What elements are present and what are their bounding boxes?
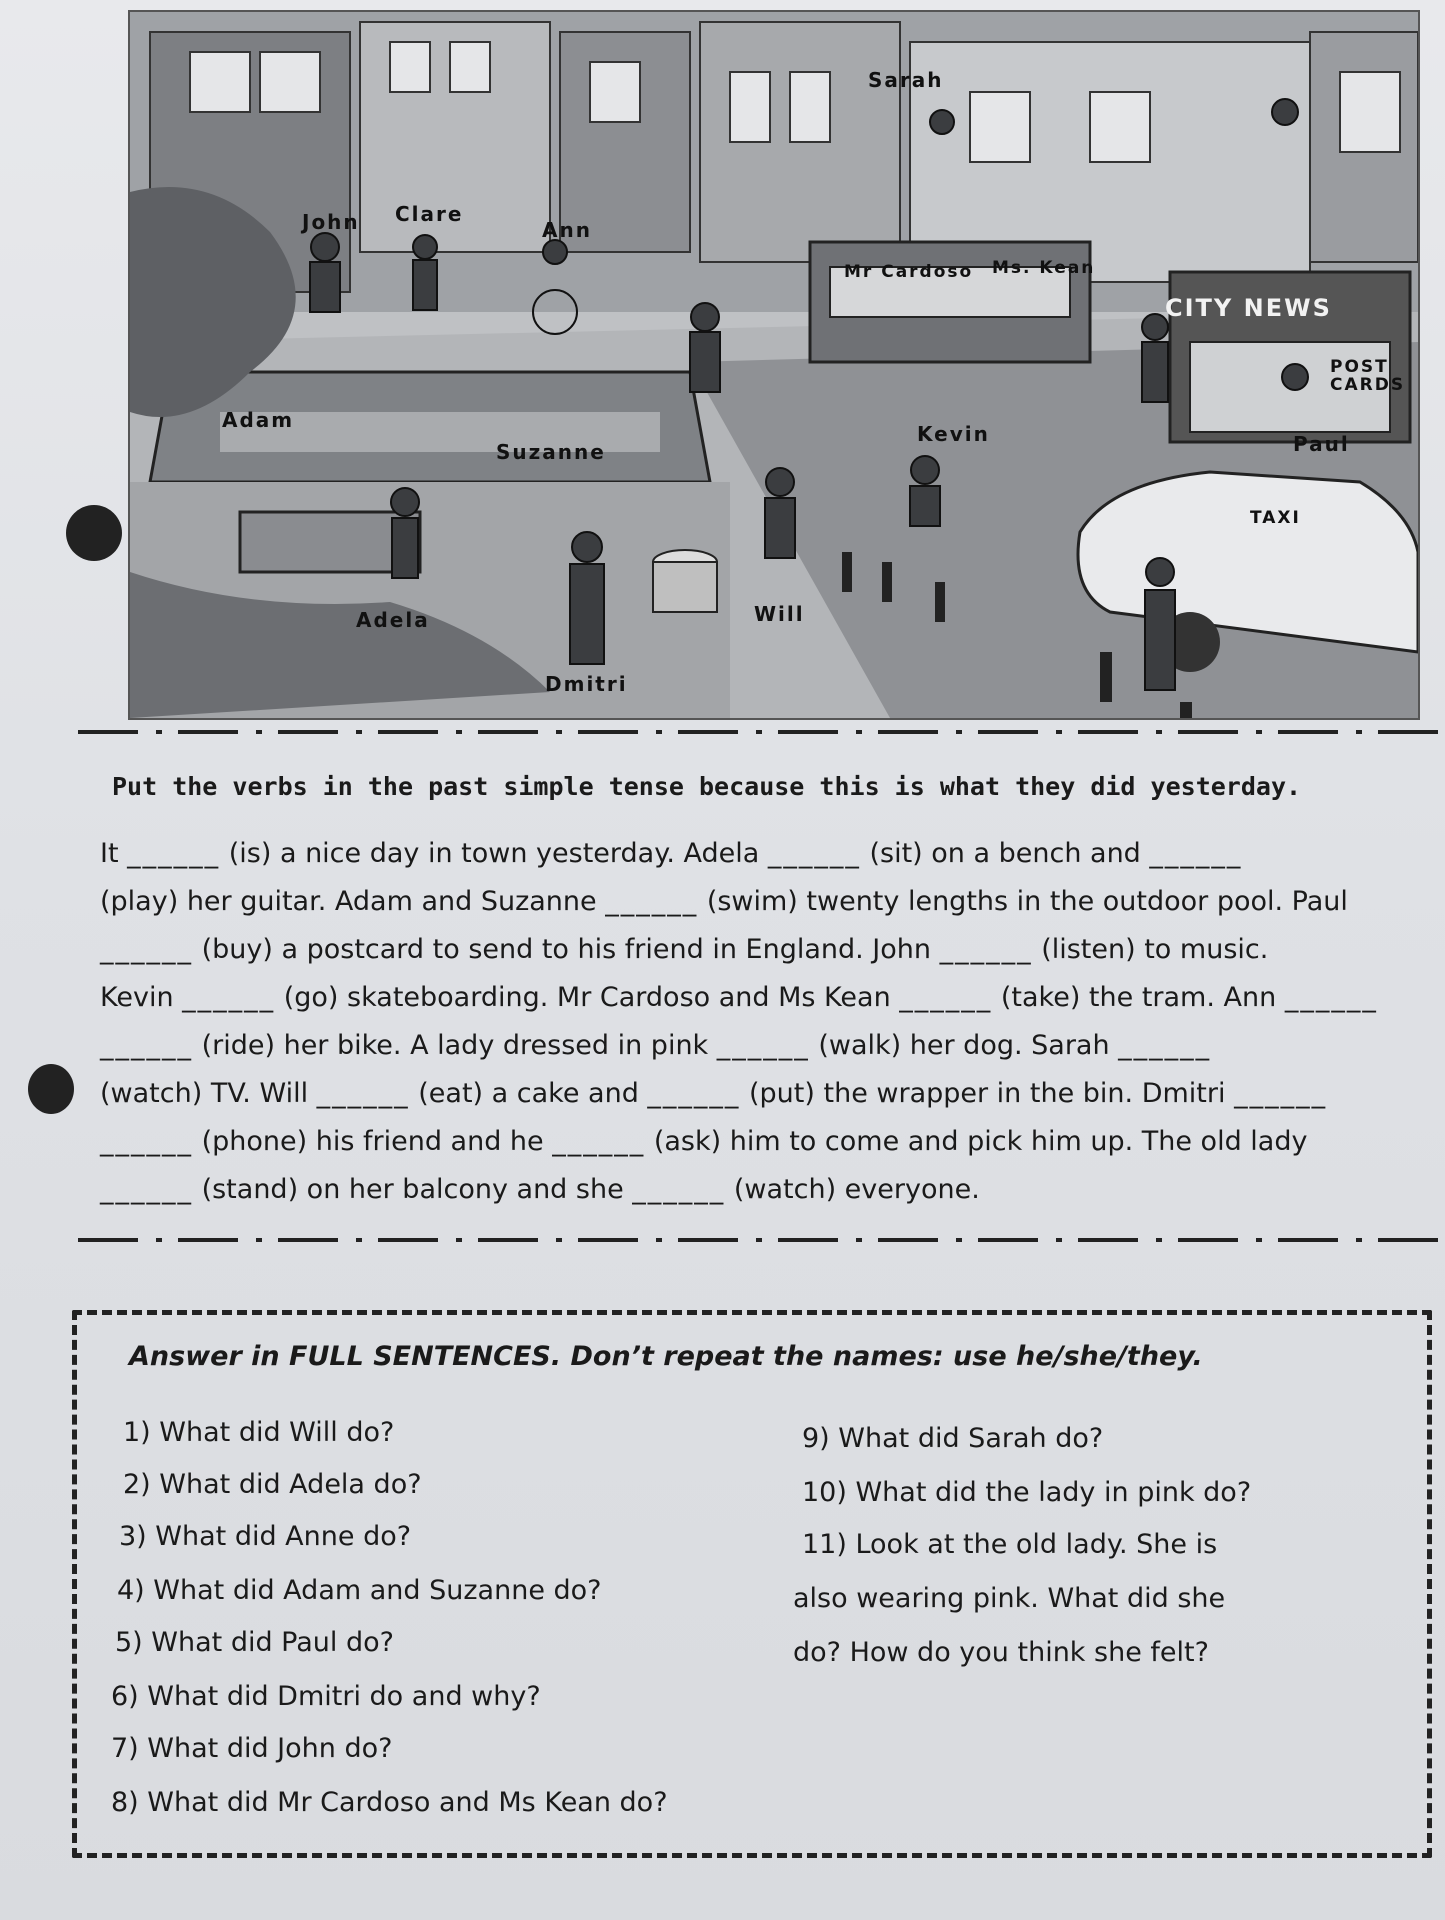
question-right-11a: 11) Look at the old lady. She is <box>802 1529 1218 1560</box>
question-right-11c: do? How do you think she felt? <box>793 1637 1209 1668</box>
town-illustration <box>128 10 1420 720</box>
sentence-line-5 <box>100 1030 1211 1061</box>
text: It <box>100 838 128 869</box>
label-paul: Paul <box>1293 432 1350 456</box>
question-left-2: 2) What did Adela do? <box>123 1469 422 1500</box>
text: (ride) her bike. A lady dressed in pink <box>193 1030 717 1061</box>
question-left-6: 6) What did Dmitri do and why? <box>111 1681 541 1712</box>
text: (watch) TV. Will <box>100 1078 317 1109</box>
sentence-line-1 <box>100 838 1242 869</box>
label-dmitri: Dmitri <box>545 672 628 696</box>
sentence-line-7 <box>100 1126 1307 1157</box>
answer-blank[interactable]: ______ <box>100 1174 193 1205</box>
punch-hole-bottom <box>28 1064 74 1114</box>
answer-blank[interactable]: ______ <box>127 838 221 869</box>
label-sarah: Sarah <box>868 68 944 92</box>
question-right-11b: also wearing pink. What did she <box>793 1583 1226 1614</box>
label-cardoso: Mr Cardoso <box>844 262 974 282</box>
answer-blank[interactable]: ______ <box>552 1126 646 1157</box>
answer-blank[interactable]: ______ <box>1284 982 1378 1013</box>
sentence-line-2 <box>100 886 1348 917</box>
label-kean: Ms. Kean <box>992 258 1096 278</box>
sentence-line-8 <box>100 1174 980 1205</box>
label-taxi: TAXI <box>1250 508 1301 528</box>
sentence-line-6 <box>100 1078 1327 1109</box>
label-ann: Ann <box>542 218 592 242</box>
label-clare: Clare <box>395 202 464 226</box>
answer-blank[interactable]: ______ <box>316 1078 410 1109</box>
question-left-3: 3) What did Anne do? <box>119 1521 412 1552</box>
label-john: John <box>302 210 360 234</box>
text: (walk) her dog. Sarah <box>809 1030 1119 1061</box>
label-will: Will <box>754 602 805 626</box>
label-kevin: Kevin <box>917 422 990 446</box>
sentence-line-4 <box>100 982 1378 1013</box>
text: (stand) on her balcony and she <box>193 1174 633 1205</box>
answer-blank[interactable]: ______ <box>632 1174 726 1205</box>
text: (buy) a postcard to send to his friend in England. John <box>193 934 940 965</box>
question-left-7: 7) What did John do? <box>111 1733 393 1764</box>
text: (phone) his friend and he <box>193 1126 553 1157</box>
question-right-10: 10) What did the lady in pink do? <box>802 1477 1252 1508</box>
answer-blank[interactable]: ______ <box>899 982 993 1013</box>
exercise-past-simple <box>78 730 1438 1250</box>
text: (listen) to music. <box>1032 934 1269 965</box>
answer-blank[interactable]: ______ <box>716 1030 810 1061</box>
label-adam: Adam <box>222 408 295 432</box>
answer-blank[interactable]: ______ <box>939 934 1033 965</box>
text: (is) a nice day in town yesterday. Adela <box>220 838 768 869</box>
sentence-line-3 <box>100 934 1268 965</box>
question-right-9: 9) What did Sarah do? <box>802 1423 1104 1454</box>
answer-blank[interactable]: ______ <box>605 886 699 917</box>
punch-hole-top <box>66 505 122 561</box>
answer-blank[interactable]: ______ <box>647 1078 741 1109</box>
question-left-8: 8) What did Mr Cardoso and Ms Kean do? <box>111 1787 668 1818</box>
label-post-cards: POST CARDS <box>1330 357 1406 395</box>
label-adela: Adela <box>356 608 430 632</box>
question-left-4: 4) What did Adam and Suzanne do? <box>117 1575 602 1606</box>
text: (eat) a cake and <box>409 1078 648 1109</box>
bottom-divider <box>78 1238 1438 1242</box>
question-left-1: 1) What did Will do? <box>123 1417 395 1448</box>
answer-blank[interactable]: ______ <box>767 838 861 869</box>
text: (swim) twenty lengths in the outdoor pool. Paul <box>698 886 1348 917</box>
answer-blank[interactable]: ______ <box>1234 1078 1328 1109</box>
top-divider <box>78 730 1438 734</box>
question-left-5: 5) What did Paul do? <box>115 1627 394 1658</box>
text: (go) skateboarding. Mr Cardoso and Ms Kean <box>275 982 900 1013</box>
answer-blank[interactable]: ______ <box>100 1126 193 1157</box>
text: (play) her guitar. Adam and Suzanne <box>100 886 606 917</box>
text: (ask) him to come and pick him up. The old lady <box>645 1126 1308 1157</box>
label-suzanne: Suzanne <box>496 440 606 464</box>
text: (put) the wrapper in the bin. Dmitri <box>740 1078 1235 1109</box>
answer-blank[interactable]: ______ <box>100 934 193 965</box>
text: (sit) on a bench and <box>860 838 1150 869</box>
exercise-instruction: Put the verbs in the past simple tense because this is what they did yesterday. <box>112 772 1302 801</box>
text: (watch) everyone. <box>725 1174 980 1205</box>
answer-blank[interactable]: ______ <box>1149 838 1243 869</box>
answer-blank[interactable]: ______ <box>1118 1030 1212 1061</box>
text: Kevin <box>100 982 183 1013</box>
questions-box <box>72 1310 1432 1858</box>
answer-blank[interactable]: ______ <box>100 1030 193 1061</box>
questions-instruction: Answer in FULL SENTENCES. Don’t repeat the names: use he/she/they. <box>129 1341 1203 1372</box>
text: (take) the tram. Ann <box>992 982 1285 1013</box>
label-city-news: CITY NEWS <box>1165 294 1332 322</box>
answer-blank[interactable]: ______ <box>182 982 276 1013</box>
